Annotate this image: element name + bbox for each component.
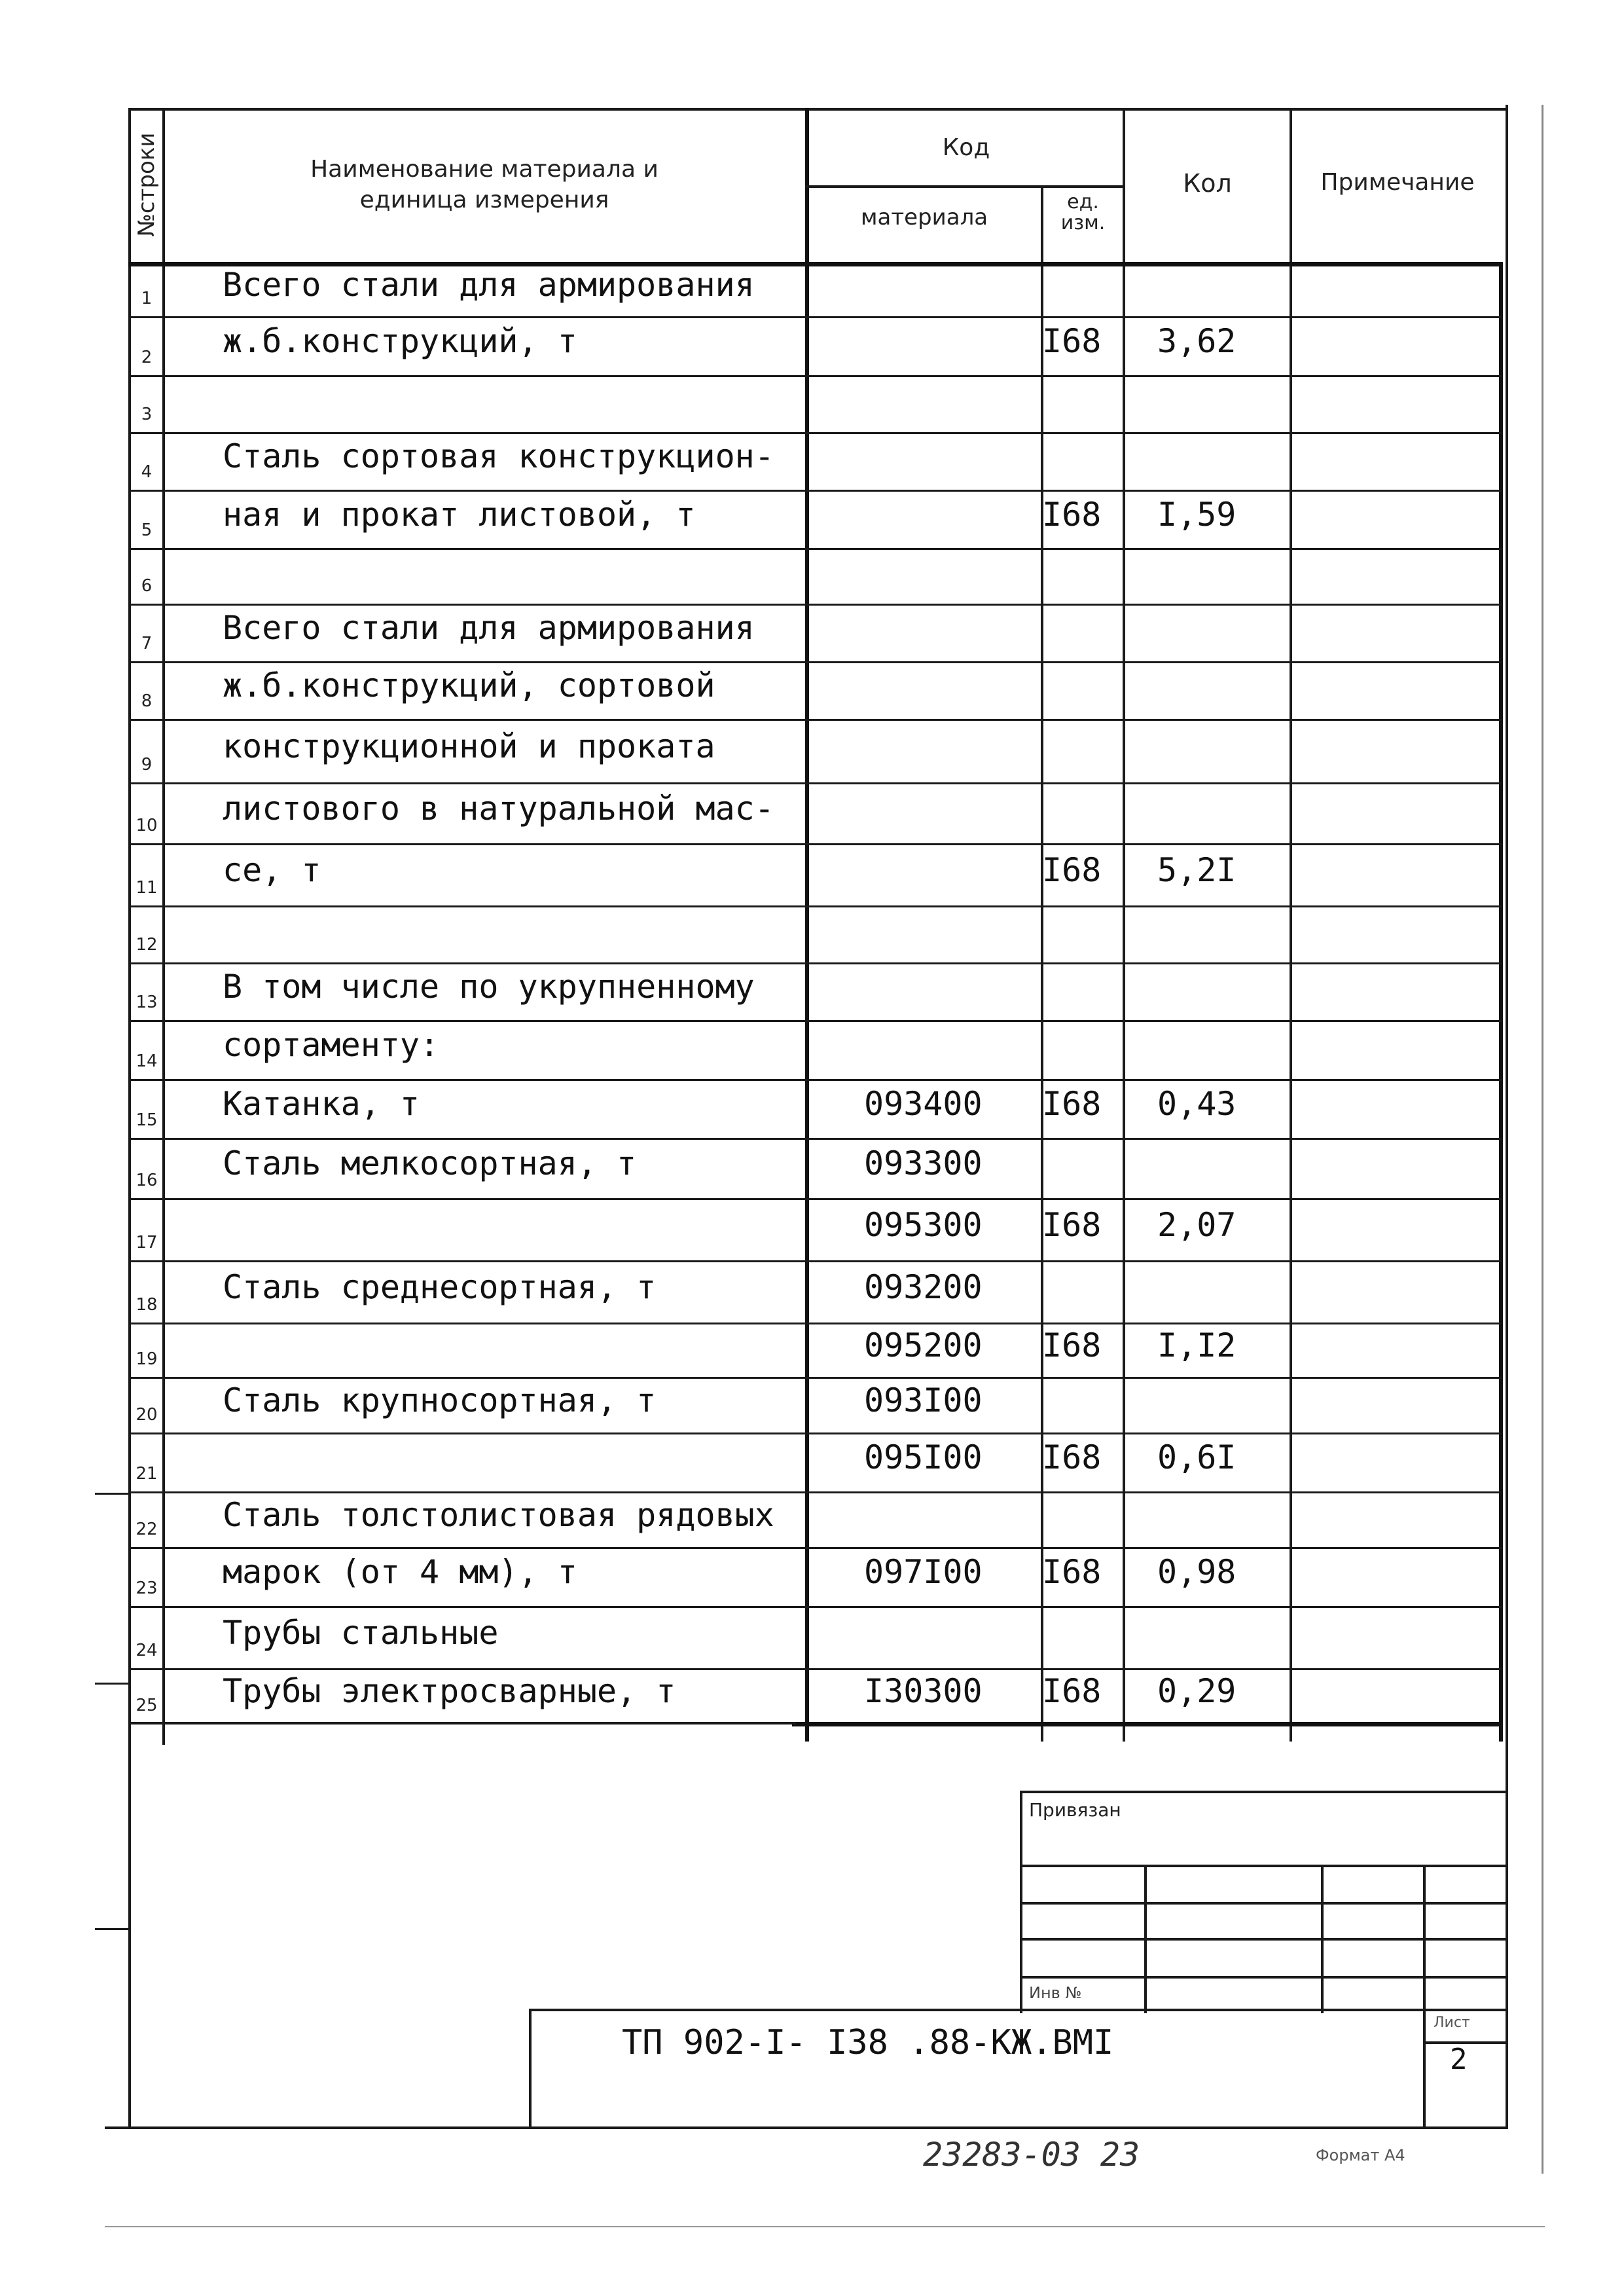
- material-code: 095300: [864, 1206, 983, 1244]
- unit-code: I68: [1042, 322, 1102, 360]
- row-separator: [128, 432, 1502, 434]
- material-name: марок (от 4 мм), т: [223, 1553, 577, 1591]
- sheet-edge-line: [1542, 105, 1543, 2174]
- inventory-number-label: Инв №: [1029, 1984, 1082, 2002]
- row-separator: [128, 1198, 1502, 1200]
- material-name: ж.б.конструкций, т: [223, 322, 577, 360]
- stamp-line-4: [1020, 1976, 1506, 1979]
- sheet-number: 2: [1450, 2043, 1468, 2076]
- title-block-left-line: [529, 2009, 532, 2128]
- row-number: 10: [135, 816, 158, 835]
- material-code: 093300: [864, 1144, 983, 1182]
- name-header-line2: единица измерения: [359, 187, 609, 213]
- row-separator: [128, 962, 1502, 964]
- row-separator: [128, 1606, 1502, 1608]
- row-separator: [128, 782, 1502, 784]
- row-separator: [128, 375, 1502, 377]
- row-number: 2: [141, 348, 153, 367]
- row-number: 8: [141, 691, 153, 711]
- row-separator: [128, 490, 1502, 492]
- material-name: В том числе по укрупненному: [223, 968, 755, 1006]
- row-separator: [128, 661, 1502, 663]
- quantity: 2,07: [1157, 1206, 1236, 1244]
- unit-code: I68: [1042, 1438, 1102, 1476]
- margin-tick-3: [95, 1928, 131, 1930]
- col-line-name: [805, 108, 809, 1742]
- row-separator: [128, 1079, 1502, 1081]
- row-separator: [128, 843, 1502, 845]
- sheet-bottom-edge: [105, 2226, 1545, 2227]
- row-number: 17: [135, 1233, 158, 1252]
- row-number: 6: [141, 576, 153, 596]
- title-block-top-line: [529, 2009, 1506, 2011]
- material-name: Катанка, т: [223, 1085, 420, 1123]
- material-name: Сталь толстолистовая рядовых: [223, 1496, 774, 1534]
- row-separator: [128, 604, 1502, 606]
- code-material-header: материала: [860, 204, 988, 230]
- row-separator: [128, 1432, 1502, 1434]
- quantity: 0,6I: [1157, 1438, 1236, 1476]
- material-name: листового в натуральной мас-: [223, 790, 774, 828]
- stamp-line-2: [1020, 1902, 1506, 1905]
- row-number: 11: [135, 878, 158, 898]
- unit-code: I68: [1042, 1672, 1102, 1710]
- code-unit-header-line1: ед.: [1067, 191, 1099, 213]
- row-separator: [128, 548, 1502, 550]
- quantity: 0,98: [1157, 1553, 1236, 1591]
- name-header-line1: Наименование материала и: [310, 156, 659, 183]
- row-number: 21: [135, 1464, 158, 1484]
- material-name: сортаменту:: [223, 1026, 440, 1064]
- unit-code: I68: [1042, 851, 1102, 889]
- unit-code: I68: [1042, 1553, 1102, 1591]
- row-separator: [128, 1377, 1502, 1379]
- row-number: 25: [135, 1696, 158, 1715]
- unit-code: I68: [1042, 1206, 1102, 1244]
- document-code: ТП 902-I- I38 .88-КЖ.ВМI: [622, 2023, 1114, 2062]
- material-code: I30300: [864, 1672, 983, 1710]
- row-number-header: [130, 111, 164, 259]
- col-line-note-right: [1499, 262, 1503, 1742]
- row-separator: [128, 1323, 1502, 1324]
- material-code: 093200: [864, 1268, 983, 1306]
- sheet-box-left-line: [1423, 2009, 1426, 2128]
- row-number: 3: [141, 405, 153, 424]
- table-bottom-line: [792, 1722, 1503, 1726]
- material-name: се, т: [223, 851, 321, 889]
- material-name: Трубы электросварные, т: [223, 1672, 676, 1710]
- quantity: I,I2: [1157, 1326, 1236, 1364]
- quantity: I,59: [1157, 496, 1236, 534]
- quantity: 0,43: [1157, 1085, 1236, 1123]
- row-number: 9: [141, 755, 153, 775]
- row-number: 18: [135, 1295, 158, 1315]
- material-name: Сталь крупносортная, т: [223, 1381, 657, 1419]
- table-bottom-left-line: [128, 1722, 796, 1724]
- quantity: 0,29: [1157, 1672, 1236, 1710]
- unit-code: I68: [1042, 1085, 1102, 1123]
- row-number: 23: [135, 1578, 158, 1598]
- header-code-split-line: [805, 185, 1125, 188]
- material-name: Всего стали для армирования: [223, 609, 755, 647]
- stamp-col-line-3: [1423, 1865, 1426, 2013]
- row-number: 5: [141, 520, 153, 540]
- note-header: Примечание: [1320, 169, 1475, 196]
- row-number: 19: [135, 1349, 158, 1369]
- frame-top-line: [128, 108, 1508, 111]
- material-code: 093I00: [864, 1381, 983, 1419]
- row-number: 22: [135, 1520, 158, 1539]
- row-number: 7: [141, 634, 153, 653]
- qty-header: Кол: [1183, 169, 1232, 198]
- row-number-header-label: №строки: [134, 132, 160, 237]
- quantity: 3,62: [1157, 322, 1236, 360]
- row-separator: [128, 1260, 1502, 1262]
- frame-bottom-line: [105, 2126, 1508, 2129]
- format-label: Формат А4: [1316, 2146, 1405, 2164]
- material-code: 097I00: [864, 1553, 983, 1591]
- col-line-rownum: [162, 108, 165, 1745]
- margin-tick-1: [95, 1493, 131, 1495]
- stamp-line-3: [1020, 1938, 1506, 1941]
- material-name: ная и прокат листовой, т: [223, 496, 696, 534]
- material-name: Трубы стальные: [223, 1614, 499, 1652]
- material-code: 095200: [864, 1326, 983, 1364]
- code-group-header: Код: [942, 134, 990, 161]
- row-separator: [128, 1138, 1502, 1140]
- material-name: конструкционной и проката: [223, 727, 715, 765]
- row-number: 1: [141, 289, 153, 308]
- row-number: 24: [135, 1641, 158, 1660]
- unit-code: I68: [1042, 1326, 1102, 1364]
- stamp-col-line-2: [1321, 1865, 1324, 2013]
- stamp-top-line: [1020, 1791, 1506, 1793]
- material-name: Сталь среднесортная, т: [223, 1268, 657, 1306]
- archive-number: 23283-03 23: [923, 2136, 1140, 2174]
- col-line-unit: [1123, 108, 1125, 1742]
- bound-label: Привязан: [1029, 1799, 1121, 1821]
- frame-right-line: [1506, 105, 1508, 2128]
- row-number: 16: [135, 1171, 158, 1190]
- row-separator: [128, 1020, 1502, 1022]
- row-number: 4: [141, 462, 153, 482]
- row-number: 14: [135, 1051, 158, 1071]
- code-unit-header-line2: изм.: [1060, 211, 1106, 234]
- material-name: Всего стали для армирования: [223, 266, 755, 304]
- row-number: 20: [135, 1405, 158, 1425]
- row-separator: [128, 905, 1502, 907]
- quantity: 5,2I: [1157, 851, 1236, 889]
- material-name: Сталь мелкосортная, т: [223, 1144, 637, 1182]
- row-number: 15: [135, 1110, 158, 1130]
- stamp-line-1: [1020, 1865, 1506, 1867]
- row-separator: [128, 1491, 1502, 1493]
- row-number: 13: [135, 993, 158, 1012]
- stamp-col-line-1: [1144, 1865, 1147, 2013]
- col-line-qty: [1290, 108, 1292, 1742]
- row-number: 12: [135, 935, 158, 955]
- margin-tick-2: [95, 1683, 131, 1685]
- row-separator: [128, 719, 1502, 721]
- row-separator: [128, 316, 1502, 318]
- material-code: 095I00: [864, 1438, 983, 1476]
- unit-code: I68: [1042, 496, 1102, 534]
- row-separator: [128, 1547, 1502, 1549]
- row-separator: [128, 1668, 1502, 1670]
- material-name: Сталь сортовая конструкцион-: [223, 437, 774, 475]
- material-name: ж.б.конструкций, сортовой: [223, 666, 715, 704]
- material-code: 093400: [864, 1085, 983, 1123]
- code-unit-header: [1043, 192, 1123, 234]
- sheet-label: Лист: [1434, 2015, 1470, 2031]
